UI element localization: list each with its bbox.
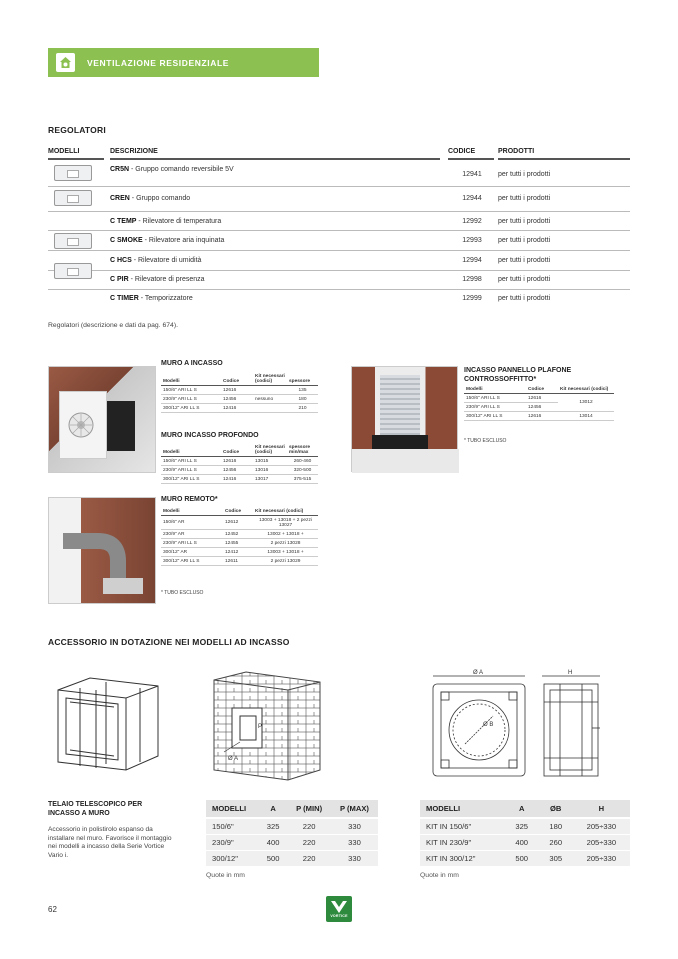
diam-a-label: Ø A bbox=[228, 756, 239, 762]
pannello-title: INCASSO PANNELLO PLAFONE CONTROSSOFFITTO* bbox=[464, 367, 572, 383]
device-image bbox=[54, 233, 92, 249]
table-row: 230/9" 400 220 330 bbox=[206, 835, 378, 851]
table-row: 300/12" AR 12412 13003 + 13018 + bbox=[161, 548, 318, 557]
kit-h-label: H bbox=[568, 670, 573, 676]
kit-diam-b-label: Ø B bbox=[483, 722, 494, 728]
section-banner bbox=[48, 48, 319, 77]
table-row: 150/6" AR 12612 13003 + 13018 + 2 pezzi 13027 bbox=[161, 516, 318, 530]
table-row: 300/12" 500 220 330 bbox=[206, 851, 378, 867]
col-prodotti: PRODOTTI bbox=[498, 148, 535, 155]
muro-remoto-note: * TUBO ESCLUSO bbox=[161, 590, 204, 596]
section-banner-label: VENTILAZIONE RESIDENZIALE bbox=[87, 57, 230, 68]
table-row: C SMOKE - Rilevatore aria inquinata 12993 per tutti i prodotti bbox=[48, 231, 630, 251]
col-codice: CODICE bbox=[448, 148, 476, 155]
dims-table-1: MODELLI A P (MIN) P (MAX) 150/6" 325 220 330 230/9" 400 220 330 300/12" 500 220 330 bbox=[206, 800, 378, 867]
table-row: 230/9" ARI LL S 12456 nessuno 180 bbox=[161, 395, 318, 404]
telaio-drawing bbox=[50, 670, 165, 785]
table-row: 150/6" ARI LL S 12616 13015 260-460 bbox=[161, 457, 318, 466]
brick-wall-drawing bbox=[210, 668, 325, 783]
table-row: 300/12" ARI LL S 12416 13017 375-515 bbox=[161, 475, 318, 484]
telaio-description: Accessorio in polistirolo espanso da installare nel muro. Favorisce il montaggio nei modelli a incasso della Serie Vortice Vario i. bbox=[48, 826, 172, 859]
table-row: 230/9" ARI LL S 12455 2 pezzi 13028 bbox=[161, 539, 318, 548]
table-row: 230/9" ARI LL S 12456 13016 320-500 bbox=[161, 466, 318, 475]
table-row: 230/9" AR 12452 13002 + 13018 + bbox=[161, 530, 318, 539]
device-image bbox=[54, 165, 92, 181]
muro-remoto-photo bbox=[48, 497, 156, 604]
muro-incasso-table: Modelli Codice Kit necessari (codici) spessore 150/6" ARI LL S 12616 135 230/9" ARI LL S 12456 nessuno 180 300/12" ARI LL S 12416 210 bbox=[161, 373, 318, 413]
kit-diam-a-label: Ø A bbox=[473, 670, 484, 676]
device-image bbox=[54, 190, 92, 206]
table-row: 300/12" ARI LL S 12611 2 pezzi 13029 bbox=[161, 557, 318, 566]
vortice-logo: VORTICE bbox=[326, 896, 352, 922]
col-descrizione: DESCRIZIONE bbox=[110, 148, 158, 155]
pannello-note: * TUBO ESCLUSO bbox=[464, 438, 507, 444]
table-row: C PIR - Rilevatore di presenza 12998 per tutti i prodotti bbox=[48, 271, 630, 290]
kit-side-drawing bbox=[538, 668, 604, 786]
table-row: KIT IN 300/12" 500 305 205÷330 bbox=[420, 851, 630, 867]
table-row: 150/6" ARI LL S 12616 13012 bbox=[464, 394, 614, 403]
muro-profondo-table: Modelli Codice Kit necessari (codici) spessore min/max 150/6" ARI LL S 12616 13015 260-460 230/9" ARI LL S 12456 13016 320-500 300/12" ARI LL S 12416 13017 375-515 bbox=[161, 444, 318, 484]
muro-incasso-photo bbox=[48, 366, 156, 473]
regolatori-note: Regolatori (descrizione e dati da pag. 674). bbox=[48, 322, 178, 329]
regolatori-title: REGOLATORI bbox=[48, 125, 106, 135]
muro-remoto-table: Modelli Codice Kit necessari (codici) 150/6" AR 12612 13003 + 13018 + 2 pezzi 13027 230/9" AR 12452 13002 + 13018 + 230/9" ARI LL S 12455 2 pezzi 13028 300/12" AR 12412 13003 + 13018 + 300/12" ARI LL S 12611 2 pezzi 13029 bbox=[161, 508, 318, 566]
table-row: KIT IN 230/9" 400 260 205÷330 bbox=[420, 835, 630, 851]
table-row: KIT IN 150/6" 325 180 205÷330 bbox=[420, 818, 630, 835]
dims2-unit: Quote in mm bbox=[420, 872, 459, 879]
pannello-table: Modelli Codice Kit necessari (codici) 150/6" ARI LL S 12616 13012 230/9" ARI LL S 12456 300/12" ARI LL S 12616 13014 bbox=[464, 386, 614, 421]
p-label: P bbox=[258, 724, 263, 730]
table-row: 300/12" ARI LL S 12416 210 bbox=[161, 404, 318, 413]
muro-profondo-title: MURO INCASSO PROFONDO bbox=[161, 432, 259, 439]
house-fan-icon bbox=[56, 53, 75, 72]
accessorio-title: ACCESSORIO IN DOTAZIONE NEI MODELLI AD INCASSO bbox=[48, 637, 290, 647]
telaio-title: TELAIO TELESCOPICO PER INCASSO A MURO bbox=[48, 801, 143, 817]
col-modelli: MODELLI bbox=[48, 148, 80, 155]
pannello-photo bbox=[351, 366, 458, 472]
table-row: 230/9" ARI LL S 12456 bbox=[464, 403, 614, 412]
table-row: C TEMP - Rilevatore di temperatura 12992 per tutti i prodotti bbox=[48, 212, 630, 231]
regolatori-header bbox=[48, 146, 630, 160]
page-number: 62 bbox=[48, 905, 57, 914]
muro-incasso-title: MURO A INCASSO bbox=[161, 360, 223, 367]
kit-front-drawing bbox=[425, 668, 535, 786]
table-row: 300/12" ARI LL S 12616 13014 bbox=[464, 412, 614, 421]
regolatori-table bbox=[48, 146, 630, 309]
table-row: 150/6" 325 220 330 bbox=[206, 818, 378, 835]
table-row: CR5N - Gruppo comando reversibile 5V 12941 per tutti i prodotti bbox=[48, 160, 630, 187]
table-row: CREN - Gruppo comando 12944 per tutti i prodotti bbox=[48, 187, 630, 212]
muro-remoto-title: MURO REMOTO* bbox=[161, 496, 218, 503]
table-row: 150/6" ARI LL S 12616 135 bbox=[161, 386, 318, 395]
table-row: C TIMER - Temporizzatore 12999 per tutti i prodotti bbox=[110, 295, 551, 302]
dims-table-2: MODELLI A ØB H KIT IN 150/6" 325 180 205÷330 KIT IN 230/9" 400 260 205÷330 KIT IN 300/12" 500 305 205÷330 bbox=[420, 800, 630, 867]
vortice-logo-icon bbox=[330, 900, 348, 914]
device-image bbox=[54, 263, 92, 279]
table-row: C HCS - Rilevatore di umidità 12994 per tutti i prodotti bbox=[48, 251, 630, 271]
dims1-unit: Quote in mm bbox=[206, 872, 245, 879]
